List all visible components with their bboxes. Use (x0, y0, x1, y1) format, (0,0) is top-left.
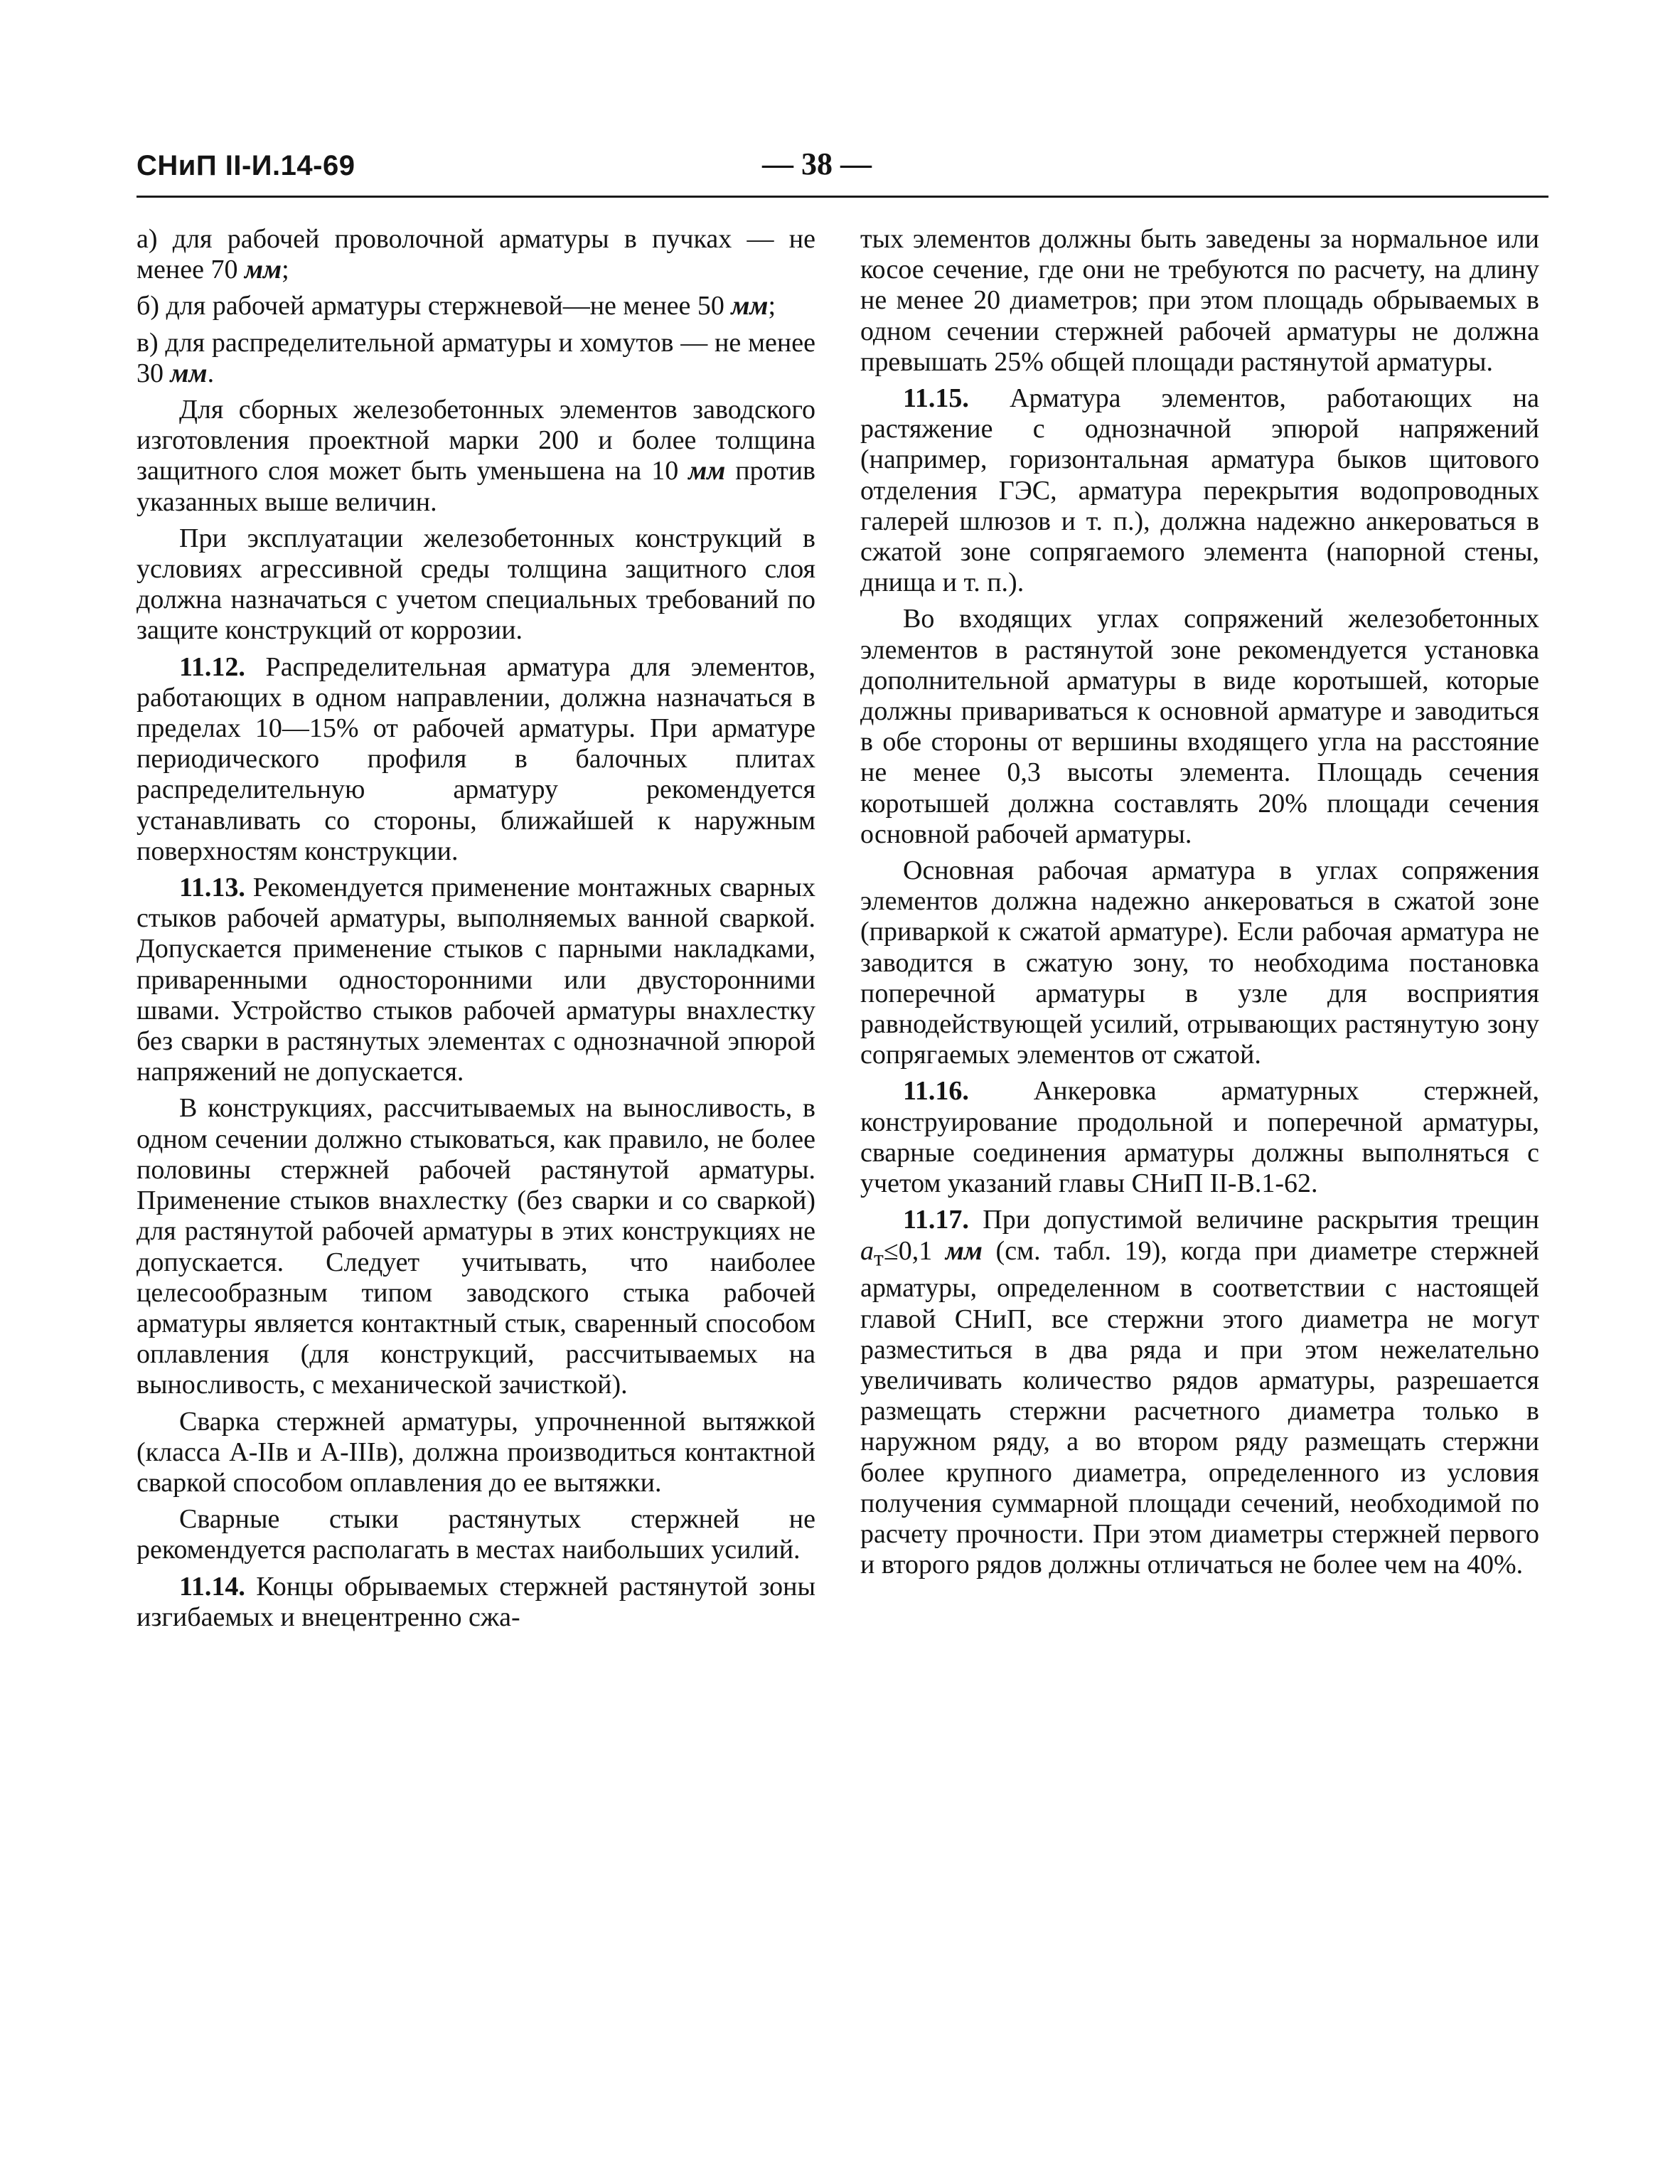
paragraph-text: (см. табл. 19), когда при диаметре стержней арматуры, определенном в соответствии с настоящей главой СНиП, все стержни этого диаметра не могут разместиться в два ряда и при этом нежелательно увеличивать количество рядов арматуры, разрешается размещать стержни расчетного диаметра только в наружном ряду, а во втором ряду размещать стержни более крупного диаметра, определенного из условия получения суммарной площади сечений, необходимой по расчету прочности. При этом диаметры стержней первого и второго рядов должны отличаться не более чем на 40%. (860, 1235, 1540, 1580)
clause-number: 11.15. (903, 383, 969, 414)
paragraph (860, 1076, 1539, 1199)
paragraph-text: против указанных выше величин. (137, 456, 815, 517)
unit-text: мм (731, 291, 769, 321)
page-number: — 38 — (762, 147, 872, 181)
paragraph-text: ; (768, 291, 776, 321)
paragraph (137, 652, 815, 867)
paragraph-text: . (207, 358, 215, 388)
paragraph (137, 328, 815, 389)
document-code: СНиП II-И.14-69 (137, 150, 355, 181)
paragraph-text: ≤0,1 (883, 1235, 946, 1266)
right-column (860, 224, 1539, 1586)
clause-number: 11.17. (903, 1205, 969, 1235)
header-rule (137, 196, 1548, 198)
clause-number: 11.12. (179, 651, 245, 682)
paragraph-text: В конструкциях, рассчитываемых на выносливость, в одном сечении должно стыковаться, как правило, не более половины стержней рабочей растянутой арматуры. Применение стыков внахлестку (без сварки и со сваркой) для растянутой рабочей арматуры в этих конструкциях не допускается. Следует учитывать, что наиболее целесообразным типом заводского стыка рабочей арматуры является контактный стык, сваренный способом оплавления (для конструкций, рассчитываемых на выносливость, с механической зачисткой). (137, 1093, 815, 1400)
paragraph-text: Во входящих углах сопряжений железобетонных элементов в растянутой зоне рекомендуется установка дополнительной арматуры в виде коротышей, которые должны привариваться к основной арматуре и заводиться в обе стороны от вершины входящего угла на расстояние не менее 0,3 высоты элемента. Площадь сечения коротышей должна составлять 20% площади сечения основной рабочей арматуры. (860, 604, 1539, 849)
paragraph-text: Арматура элементов, работающих на растяжение с однозначной эпюрой напряжений (например, горизонтальная арматура быков щитового отделения ГЭС, арматура перекрытия водопроводных галерей шлюзов и т. п.), должна надежно анкероваться в сжатой зоне сопрягаемого элемента (напорной стены, днища и т. п.). (860, 383, 1539, 598)
paragraph-text: Рекомендуется применение монтажных сварных стыков рабочей арматуры, выполняемых ванной сваркой. Допускается применение стыков с парными накладками, приваренными односторонними или двусторонними швами. Устройство стыков рабочей арматуры внахлестку без сварки в растянутых элементах с однозначной эпюрой напряжений не допускается. (137, 873, 815, 1087)
paragraph-text: в) для распределительной арматуры и хомутов — не менее 30 (137, 327, 815, 388)
unit-text: мм (688, 456, 726, 486)
paragraph (137, 291, 815, 321)
clause-number: 11.16. (903, 1076, 969, 1107)
clause-number: 11.14. (179, 1571, 245, 1602)
paragraph (137, 523, 815, 646)
paragraph (137, 1093, 815, 1400)
paragraph-text: Концы обрываемых стержней растянутой зоны изгибаемых и внецентренно сжа- (137, 1571, 815, 1632)
paragraph (137, 1504, 815, 1565)
paragraph (137, 1572, 815, 1633)
page-header (137, 146, 1548, 196)
paragraph-text: б) для рабочей арматуры стержневой—не менее 50 (137, 291, 732, 321)
paragraph-text: Сварка стержней арматуры, упрочненной вытяжкой (класса А-IIв и А-IIIв), должна производиться контактной сваркой способом оплавления до ее вытяжки. (137, 1406, 815, 1498)
unit-text: мм (945, 1235, 983, 1266)
paragraph-text: тых элементов должны быть заведены за нормальное или косое сечение, где они не требуются по расчету, на длину не менее 20 диаметров; при этом площадь обрываемых в одном сечении стержней рабочей арматуры не должна превышать 25% общей площади растянутой арматуры. (860, 224, 1539, 377)
left-column (137, 224, 815, 1639)
paragraph (137, 1407, 815, 1499)
paragraph-text: ; (282, 255, 289, 285)
unit-text: мм (170, 358, 208, 388)
paragraph-text: Распределительная арматура для элементов, работающих в одном направлении, должна назначаться в пределах 10—15% от рабочей арматуры. При арматуре периодического профиля в балочных плитах распределительную арматуру рекомендуется устанавливать со стороны, ближайшей к наружным поверхностям конструкции. (137, 651, 815, 866)
paragraph (137, 873, 815, 1087)
paragraph-text: Для сборных железобетонных элементов заводского изготовления проектной марки 200 и более толщина защитного слоя может быть уменьшена на 10 (137, 395, 815, 486)
unit-text: мм (244, 255, 282, 285)
paragraph (860, 856, 1539, 1070)
paragraph (860, 604, 1539, 850)
paragraph-text: Основная рабочая арматура в углах сопряжения элементов должна надежно анкероваться в сжатой зоне (приваркой к сжатой арматуре). Если рабочая арматура не заводится в сжатую зону, то необходима постановка поперечной арматуры в узле для восприятия равнодействующей усилий, отрывающих растянутую зону сопрягаемых элементов от сжатой. (860, 856, 1539, 1070)
math-symbol: a (860, 1235, 874, 1266)
paragraph-text: Анкеровка арматурных стержней, конструирование продольной и поперечной арматуры, сварные соединения арматуры должны выполняться с учетом указаний главы СНиП II-В.1-62. (860, 1076, 1539, 1199)
paragraph-text: Сварные стыки растянутых стержней не рекомендуется располагать в местах наибольших усилий. (137, 1504, 815, 1565)
clause-number: 11.13. (179, 873, 245, 903)
paragraph (860, 224, 1539, 378)
paragraph (137, 395, 815, 518)
paragraph (860, 1205, 1539, 1580)
paragraph-text: При допустимой величине раскрытия трещин (968, 1205, 1539, 1235)
paragraph (860, 383, 1539, 598)
paragraph (137, 224, 815, 285)
paragraph-text: а) для рабочей проволочной арматуры в пучках — не менее 70 (137, 224, 815, 285)
subscript-text: т (874, 1245, 884, 1271)
paragraph-text: При эксплуатации железобетонных конструкций в условиях агрессивной среды толщина защитного слоя должна назначаться с учетом специальных требований по защите конструкций от коррозии. (137, 523, 815, 646)
